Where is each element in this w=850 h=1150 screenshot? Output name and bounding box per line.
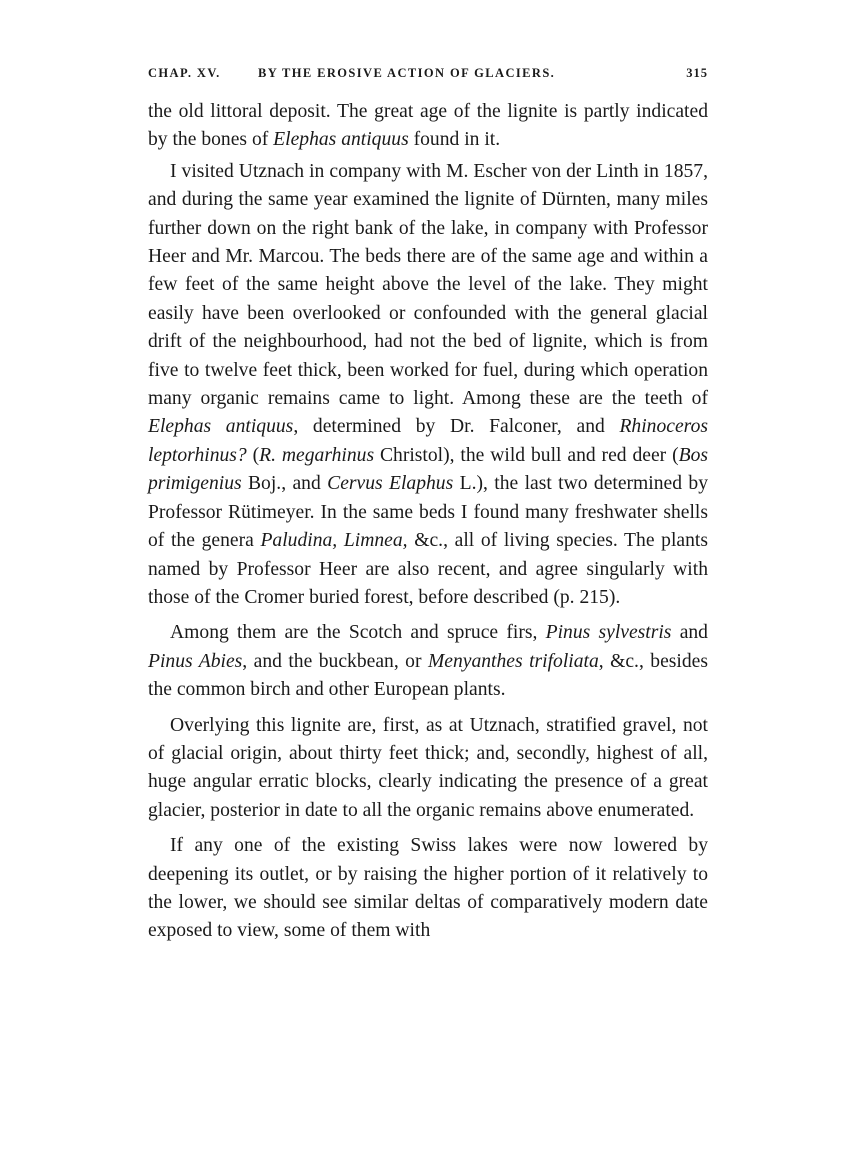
book-page [148,58,708,946]
text-run: , &c., besides the common birch and other European plants. [148,650,708,701]
italic-term: R. megarhinus [259,444,375,466]
chapter-number: CHAP. XV. [148,66,221,80]
body-text [148,98,708,946]
paragraph [148,712,708,826]
text-run: ( [246,444,260,466]
italic-term: Elephas antiquus [273,129,409,151]
italic-term: Elephas antiquus [148,416,294,438]
text-run: Overlying this lignite are, first, as at Utznach, stratified gravel, not of glacial origin, about thirty feet thick; and, secondly, highest of all, huge angular erratic blocks, clearly indicating the presence of a great glacier, posterior in date to all the organic remains above enumerated. [148,714,708,821]
text-run: Christol), the wild bull and red deer ( [374,444,679,466]
text-run: the old littoral deposit. The great age of the lignite is partly indicated by the bones of [148,101,708,151]
page-number: 315 [686,66,708,80]
text-run: I visited Utznach in company with M. Escher von der Linth in 1857, and during the same year examined the lignite of Dürnten, many miles further down on the right bank of the lake, in company with Professor Heer and Mr. Marcou. The beds there are of the same age and within a few feet of the same height above the level of the lake. They might easily have been overlooked or confounded with the general glacial drift of the neighbourhood, had not the bed of lignite, which is from five to twelve feet thick, been worked for fuel, during which operation many organic remains came to light. Among these are the teeth of [148,160,708,410]
italic-term: Menyanthes trifoliata [427,650,599,672]
italic-term: Cervus Elaphus [327,473,454,495]
italic-term: Pinus Abies [148,650,243,672]
paragraph [148,619,708,704]
paragraph [148,158,708,613]
text-run: Boj., and [241,473,328,495]
italic-term: Pinus sylvestris [545,622,672,644]
italic-term: Rhinoceros leptorhinus? [148,416,708,466]
text-run: , determined by Dr. Falconer, and [293,416,620,438]
italic-term: Bos primigenius [148,444,708,495]
text-run: and [671,622,708,644]
text-run: , and the buckbean, or [242,650,428,672]
running-head [148,58,708,86]
paragraph [148,98,708,155]
text-run: Among them are the Scotch and spruce firs, [170,622,546,644]
text-run: If any one of the existing Swiss lakes were now lowered by deepening its outlet, or by raising the higher portion of it relatively to the lower, we should see similar deltas of comparatively modern date exposed to view, some of them with [148,835,708,942]
text-run: L.), the last two determined by Professor Rütimeyer. In the same beds I found many freshwater shells of the genera [148,473,708,552]
text-run: &c., all of living species. The plants named by Professor Heer are also recent, and agree singularly with those of the Cromer buried forest, before described (p. 215). [148,530,708,608]
text-run: found in it. [408,129,501,151]
paragraph [148,832,708,946]
running-title: BY THE EROSIVE ACTION OF GLACIERS. [258,66,556,80]
italic-term: Paludina, Limnea, [260,530,408,552]
